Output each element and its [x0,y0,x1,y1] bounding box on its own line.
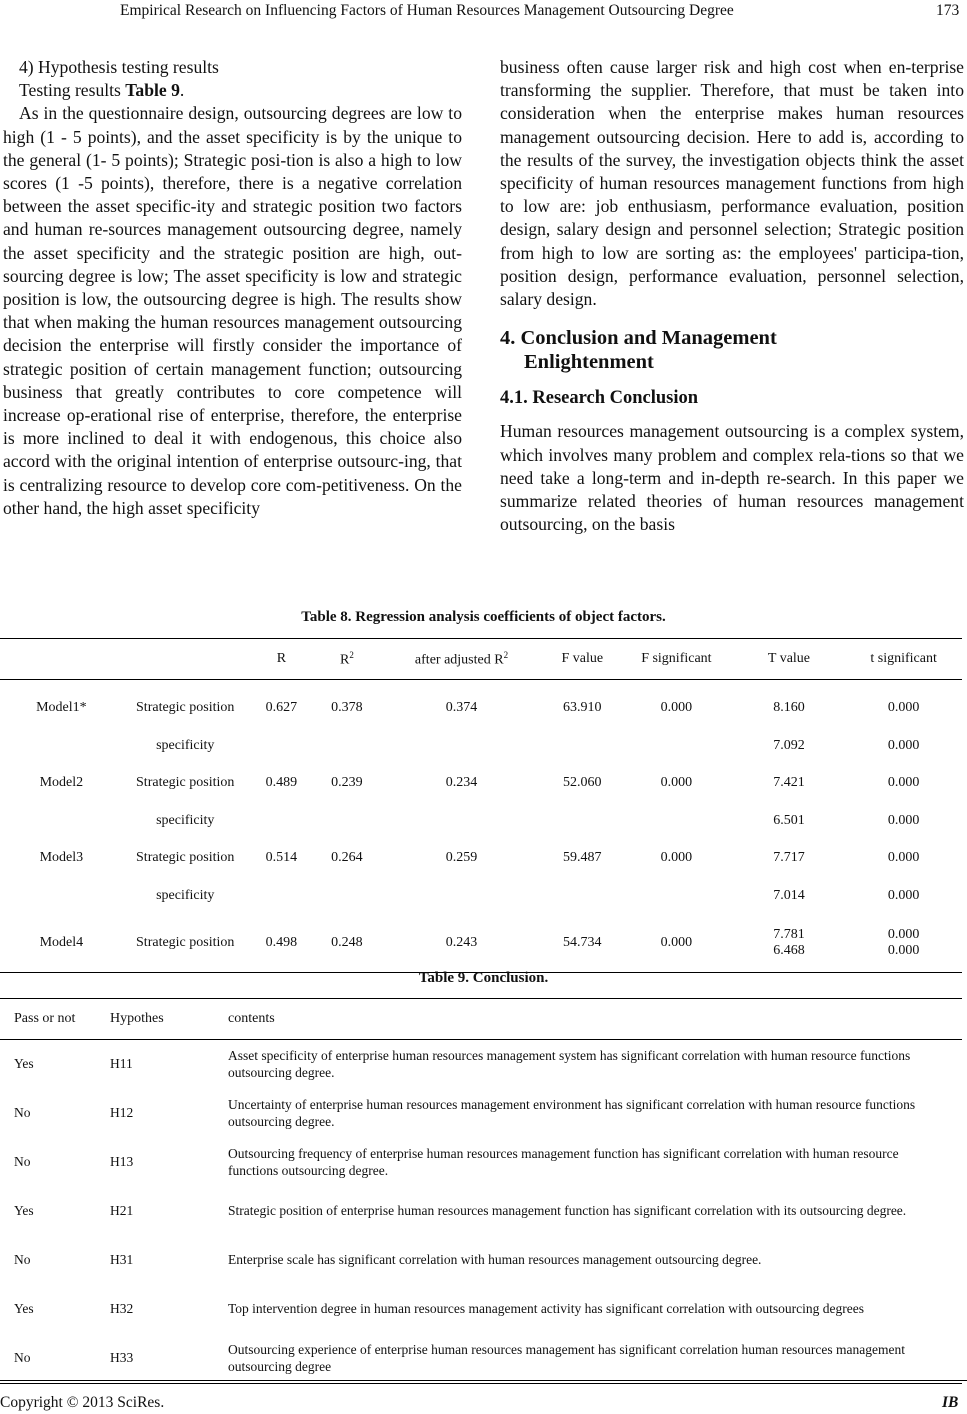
testing-results-line: Testing results Table 9. [19,80,185,101]
page-number: 173 [936,2,960,19]
header-f-significant: F significant [620,639,733,680]
header-adjusted-r2: after adjusted $R^2$ [379,639,545,680]
footer-divider [0,1380,967,1381]
journal-abbrev: IB [942,1394,959,1411]
header-f-value: F value [544,639,620,680]
table9-caption: Table 9. Conclusion. [418,970,549,986]
table9-header-row [0,999,962,1040]
subsection-heading: 4.1. Research Conclusion [500,388,699,409]
table-row: Model1* Strategic position 0.627 0.378 0.374 63.910 0.000 8.160 0.000 [36,700,920,715]
hypothesis-heading: 4) Hypothesis testing results [19,57,219,77]
table-row: Model3 Strategic position 0.514 0.264 0.259 59.487 0.000 7.717 0.000 [39,850,920,865]
table-row: No H33 Outsourcing experience of enterprise human resources management has significant correlation human resources management outsourcing degree [14,1342,905,1374]
table9 [0,998,962,1384]
table-row: specificity 6.501 0.000 [156,812,920,828]
copyright: Copyright © 2013 SciRes. [0,1394,165,1411]
table8-caption: Table 8. Regression analysis coefficients of object factors. [301,609,666,625]
header-r: R [248,639,316,680]
right-paragraph-1: business often cause larger risk and high cost when en-terprise transforming the supplier. Therefore, that must be taken into consideration when the enterprise makes human resources management outsourcing decision. Here to add is, according to the results of the survey, the investigation objects think the asset specificity of human resources management functions from high to low are: job enthusiasm, performance evaluation, position design, salary design and personnel selection; Strategic position from high to low are sorting as: the employees' participa-tion, position design, performance evaluation, personnel selection, salary design. [500,57,964,310]
table-row: Model4 Strategic position 0.498 0.248 0.243 54.734 0.000 7.781 6.468 0.000 0.000 [39,927,920,958]
table8-header-row [0,639,962,680]
right-paragraph-2: Human resources management outsourcing is a complex system, which involves many problem and complex rela-tions so that we need take a long-term and in-depth re-search. In this paper we summarize related theories of human resources management outsourcing, on the basis [500,421,964,535]
table-row: Model2 Strategic position 0.489 0.239 0.234 52.060 0.000 7.421 0.000 [39,775,920,790]
table9-ref: Table 9 [125,80,180,101]
section-heading: 4. Conclusion and Management Enlightenment [500,327,777,374]
table-row: Yes H11 Asset specificity of enterprise human resources management system has significant correlation with human resource functions outsourcing degree. [14,1048,911,1080]
table-row: specificity 7.014 0.000 [156,887,920,903]
header-t-significant: t significant [845,639,962,680]
header-pass: Pass or not [0,999,109,1040]
header-hypothes: Hypothes [109,999,227,1040]
page-header [0,0,967,24]
header-t-value: T value [733,639,846,680]
table-row: No H12 Uncertainty of enterprise human resources management environment has significant correlation with human resource functions outsourcing degree. [14,1097,916,1129]
table-row: Yes H21 Strategic position of enterprise human resources management function has significant correlation with its outsourcing degree. [14,1203,907,1219]
table-row: specificity 7.092 0.000 [156,737,920,753]
table8 [0,638,962,973]
left-paragraph: As in the questionnaire design, outsourcing degrees are low to high (1 - 5 points), and the asset specificity is by the unique to the general (1- 5 points); Strategic posi-tion is also a high to low scores (1 -5 points), therefore, there is a negative correlation between the asset specific-ity and strategic position two factors and human re-sources management outsourcing degree, namely the asset specificity and the strategic position are high, out-sourcing degree is low; The asset specificity is low and strategic position is low, the outsourcing degree is high. The results show that when making the human resources management outsourcing decision the enterprise will firstly consider the importance of strategic position of certain management function; outsourcing business that greatly contributes to core competence will increase op-erational rise of enterprise, therefore, the enterprise is more inclined to deal it with endogenous, this choice also accord with the original intention of enterprise outsourc-ing, that is centralizing resource to develop core com-petitiveness. On the other hand, the high asset specificity [3,103,462,518]
table-row: No H13 Outsourcing frequency of enterprise human resources management function has significant correlation with human resource functions outsourcing degree. [14,1146,899,1178]
left-column [3,56,462,520]
header-r2: $R^2$ [315,639,378,680]
table-row: Yes H32 Top intervention degree in human resources management activity has significant correlation with outsourcing degrees [14,1301,864,1317]
running-title: Empirical Research on Influencing Factors of Human Resources Management Outsourcing Degree [120,2,734,19]
header-contents: contents [227,999,962,1040]
table-row: No H31 Enterprise scale has significant correlation with human resources management outsourcing degree. [14,1252,762,1268]
right-column [500,56,964,536]
